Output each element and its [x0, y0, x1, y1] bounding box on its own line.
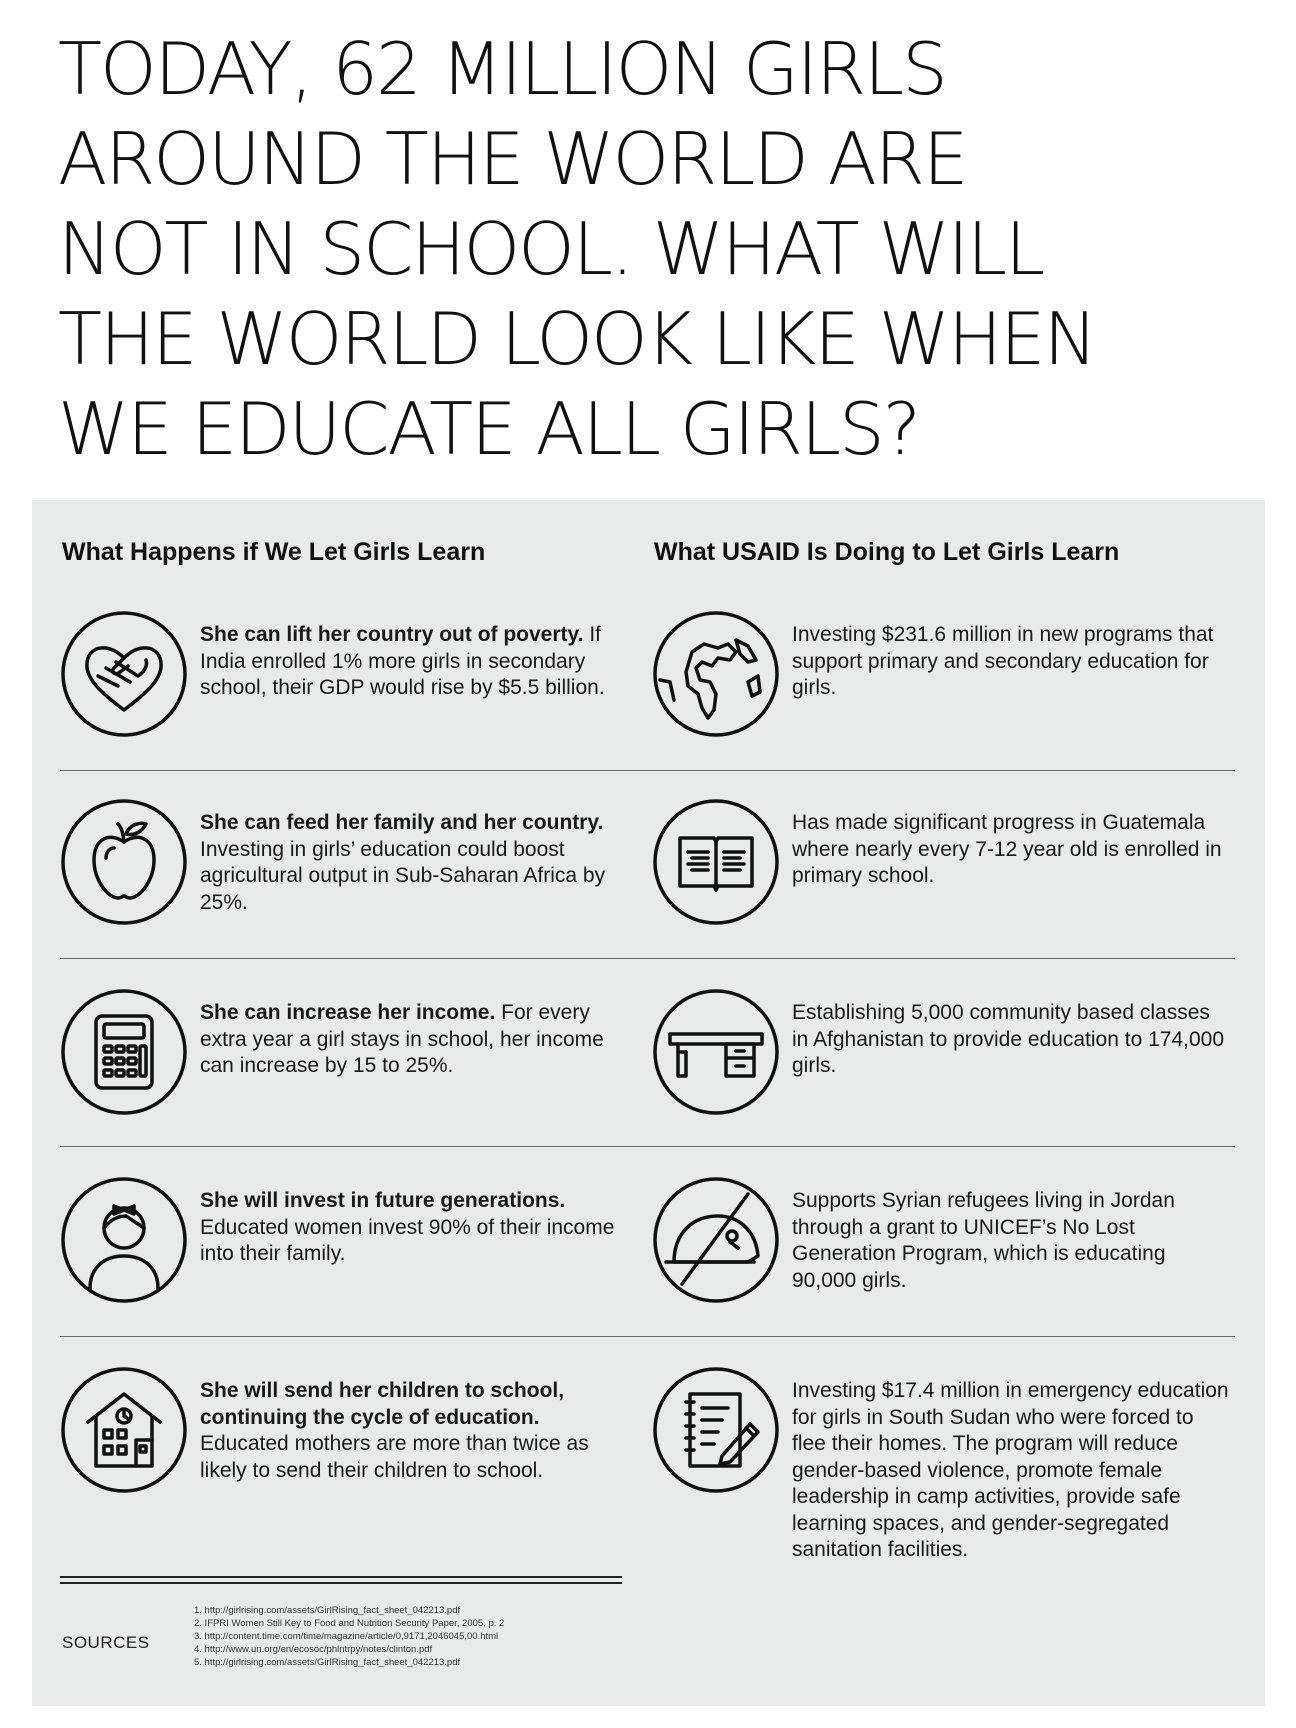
girl-icon	[60, 1176, 188, 1304]
left-item-bold: She will invest in future generations.	[200, 1189, 566, 1212]
right-item-text: Establishing 5,000 community based classes in Afghanistan to provide education to 174,000 girls.	[792, 1001, 1224, 1077]
left-item-income	[60, 988, 630, 1116]
left-item-generations	[60, 1176, 630, 1304]
left-item-text	[200, 1188, 630, 1268]
calculator-icon	[60, 988, 188, 1116]
sources-label: SOURCES	[62, 1633, 150, 1652]
handshake-heart-icon	[60, 610, 188, 738]
right-item-guatemala	[652, 798, 1232, 926]
right-item-text: Has made significant progress in Guatemala where nearly every 7-12 year old is enrolled in primary school.	[792, 811, 1222, 887]
headline-line: WE EDUCATE ALL GIRLS?	[58, 387, 919, 471]
right-item-afghanistan	[652, 988, 1232, 1116]
left-item-body: Educated women invest 90% of their income into their family.	[200, 1215, 615, 1265]
right-item-text: Investing $231.6 million in new programs that support primary and secondary education for girls.	[792, 623, 1214, 699]
right-item-text: Investing $17.4 million in emergency education for girls in South Sudan who were forced to flee their homes. The program will reduce gender-based violence, promote female leadership in camp activities, provide safe learning spaces, and gender-segregated sanitation facilities.	[792, 1379, 1229, 1561]
row-divider	[60, 770, 1235, 771]
school-building-icon	[60, 1366, 188, 1494]
left-item-body: Educated mothers are more than twice as likely to send their children to school.	[200, 1432, 589, 1482]
left-item-bold: She will send her children to school, continuing the cycle of education.	[200, 1379, 565, 1429]
headline	[58, 24, 1258, 474]
school-desk-icon	[652, 988, 780, 1116]
left-item-text	[200, 810, 630, 916]
headline-line: NOT IN SCHOOL. WHAT WILL	[58, 207, 1044, 291]
right-item-programs	[652, 610, 1232, 738]
right-item-text: Supports Syrian refugees living in Jordan through a grant to UNICEF’s No Lost Generation Program, which is educating 90,000 girls.	[792, 1189, 1175, 1292]
left-item-body: Investing in girls’ education could boost agricultural output in Sub-Saharan Africa by 25%.	[200, 837, 606, 914]
right-column-heading: What USAID Is Doing to Let Girls Learn	[654, 538, 1120, 566]
left-item-poverty	[60, 610, 630, 738]
left-item-bold: She can lift her country out of poverty.	[200, 623, 584, 646]
source-item: 2. IFPRI Women Still Key to Food and Nutrition Security Paper, 2005, p. 2	[194, 1618, 505, 1629]
row-divider	[60, 1336, 1235, 1337]
right-item-south-sudan	[652, 1366, 1232, 1564]
no-helmet-icon	[652, 1176, 780, 1304]
open-book-icon	[652, 798, 780, 926]
notepad-pencil-icon	[652, 1366, 780, 1494]
left-item-bold: She can feed her family and her country.	[200, 811, 604, 834]
sources-list	[194, 1604, 504, 1669]
source-item[interactable]: 5. http://girlrising.com/assets/GirlRising_fact_sheet_042213.pdf	[194, 1657, 461, 1668]
globe-icon	[652, 610, 780, 738]
apple-icon	[60, 798, 188, 926]
source-item[interactable]: 3. http://content.time.com/time/magazine/article/0,9171,2046045,00.html	[194, 1631, 499, 1642]
sources-rule	[60, 1582, 622, 1584]
headline-line: TODAY, 62 MILLION GIRLS	[58, 27, 946, 111]
source-item[interactable]: 4. http://www.un.org/en/ecosoc/phlntrpy/notes/clinton.pdf	[194, 1644, 433, 1655]
source-item[interactable]: 1. http://girlrising.com/assets/GirlRising_fact_sheet_042213.pdf	[194, 1605, 461, 1616]
sources-rule	[60, 1576, 622, 1578]
headline-line: THE WORLD LOOK LIKE WHEN	[58, 297, 1096, 381]
left-item-text	[200, 1000, 630, 1080]
left-column-heading: What Happens if We Let Girls Learn	[62, 538, 486, 566]
left-item-bold: She can increase her income.	[200, 1001, 496, 1024]
right-item-jordan	[652, 1176, 1232, 1304]
left-item-text	[200, 1378, 630, 1484]
row-divider	[60, 1146, 1235, 1147]
left-item-feed	[60, 798, 630, 926]
left-item-body: For every extra year a girl stays in school, her income can increase by 15 to 25%.	[200, 1001, 604, 1077]
headline-line: AROUND THE WORLD ARE	[58, 117, 967, 201]
left-item-text	[200, 622, 630, 702]
left-item-body: If India enrolled 1% more girls in secondary school, their GDP would rise by $5.5 billion.	[200, 623, 605, 699]
left-item-children	[60, 1366, 630, 1494]
row-divider	[60, 958, 1235, 959]
